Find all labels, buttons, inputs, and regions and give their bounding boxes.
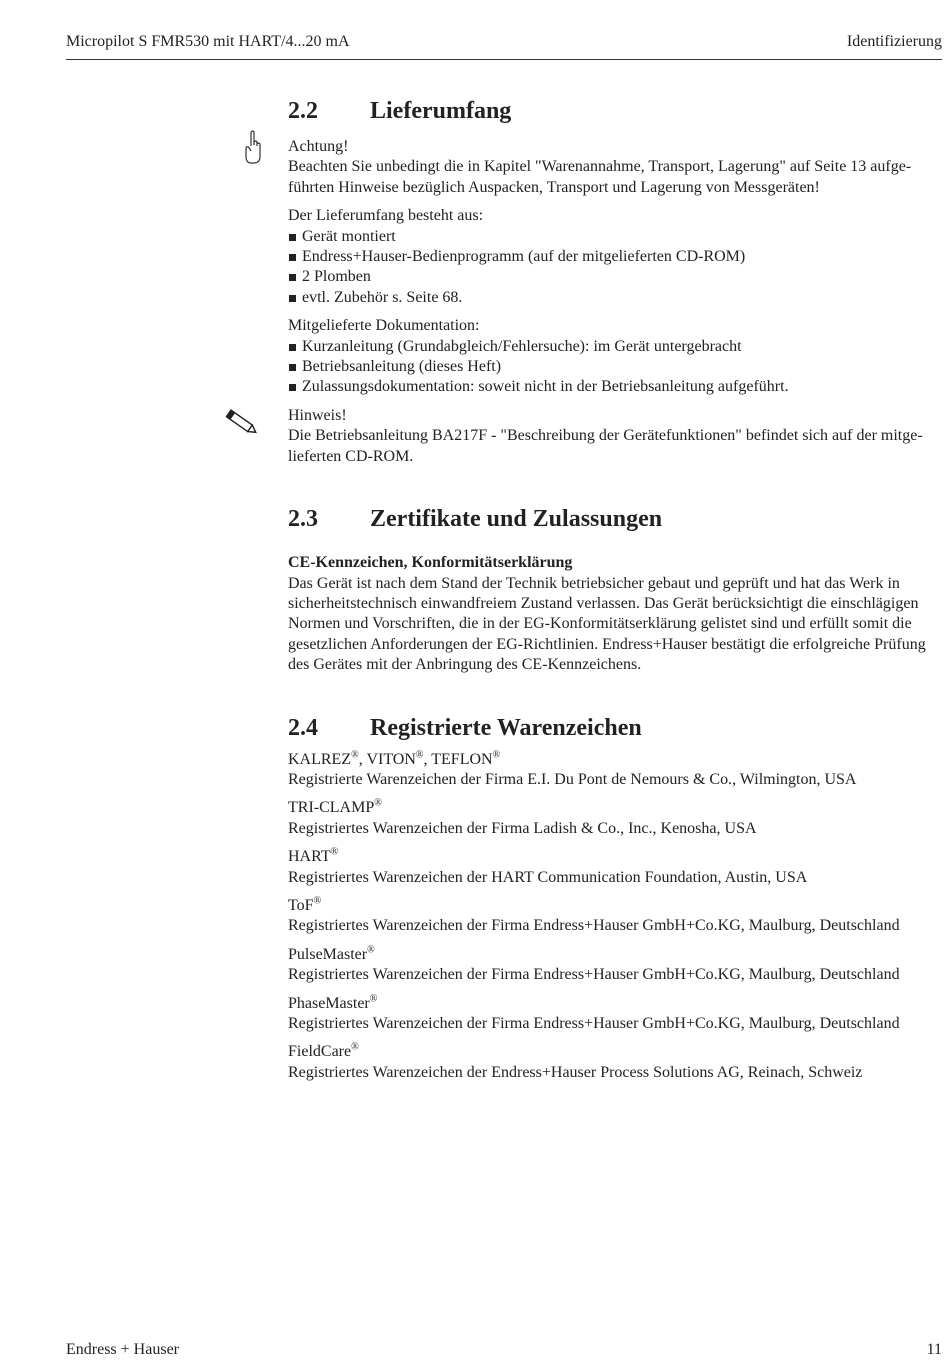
pointing-hand-icon — [243, 130, 263, 166]
list-item: Gerät montiert — [288, 227, 944, 247]
section-title: Registrierte Warenzeichen — [370, 714, 642, 741]
trademark-name: PhaseMaster® — [288, 993, 378, 1012]
trademark-entry — [288, 896, 944, 937]
caution-label: Achtung! — [288, 138, 349, 155]
list-item: Betriebsanleitung (dieses Heft) — [288, 357, 944, 377]
page-number: 11 — [926, 1341, 942, 1358]
list-item: Zulassungsdokumentation: soweit nicht in der Betriebsanleitung aufgeführt. — [288, 377, 944, 397]
list-item: Kurzanleitung (Grundabgleich/Fehlersuche): im Gerät untergebracht — [288, 337, 944, 357]
ce-subheading: CE-Kennzeichen, Konformitätserklärung — [288, 554, 573, 572]
trademark-names: KALREZ®, VITON®, TEFLON® — [288, 749, 501, 768]
trademark-entry — [288, 994, 944, 1035]
trademark-entry — [288, 1042, 944, 1083]
caution-text: Beachten Sie unbedingt die in Kapitel "Warenannahme, Transport, Lagerung" auf Seite 13 aufge-führten Hinweise bezüglich Auspacken, Transport und Lagerung von Messgeräten! — [288, 158, 912, 196]
trademark-entry — [288, 750, 944, 791]
note-text: Die Betriebsanleitung BA217F - "Beschreibung der Gerätefunktionen" befindet sich auf der mitge-lieferten CD-ROM. — [288, 427, 923, 465]
trademark-entry — [288, 945, 944, 986]
section-number: 2.2 — [288, 98, 318, 124]
trademark-description: Registriertes Warenzeichen der HART Communication Foundation, Austin, USA — [288, 868, 808, 886]
trademark-name: TRI-CLAMP® — [288, 798, 382, 817]
trademark-name: PulseMaster® — [288, 944, 375, 963]
trademark-name: HART® — [288, 846, 339, 866]
trademark-description: Registrierte Warenzeichen der Firma E.I. Du Pont de Nemours & Co., Wilmington, USA — [288, 770, 857, 788]
section-title: Zertifikate und Zulassungen — [370, 506, 663, 533]
section-number: 2.3 — [288, 506, 318, 533]
trademark-name: ToF® — [288, 895, 322, 914]
trademark-description: Registriertes Warenzeichen der Endress+Hauser Process Solutions AG, Reinach, Schweiz — [288, 1063, 863, 1081]
ce-body: Das Gerät ist nach dem Stand der Technik betriebsicher gebaut und geprüft und hat das Werk in sicherheitstechnisch einwandfreiem Zustand verlassen. Das Gerät berücksichtigt die einschlägigen Normen und Vorschriften, die in der EG-Konformitätserklärung gelistet sind und erfüllt somit die gesetzlichen Anforderungen der EG-Richtlinien. Endress+Hauser bestätigt die erfolgreiche Prüfung des Gerätes mit der Anbringung des CE-Kennzeichens. — [288, 574, 926, 674]
trademark-description: Registriertes Warenzeichen der Firma Ladish & Co., Inc., Kenosha, USA — [288, 819, 757, 837]
docs-list — [288, 337, 944, 398]
section-heading-2-3 — [288, 503, 944, 535]
section-heading-2-4 — [288, 712, 944, 744]
footer-brand: Endress + Hauser — [66, 1341, 179, 1358]
list-item: evtl. Zubehör s. Seite 68. — [288, 288, 944, 308]
scope-list — [288, 227, 944, 309]
running-header-title: Micropilot S FMR530 mit HART/4...20 mA — [66, 33, 350, 50]
trademark-description: Registriertes Warenzeichen der Firma Endress+Hauser GmbH+Co.KG, Maulburg, Deutschland — [288, 1015, 900, 1032]
pencil-note-icon — [222, 407, 260, 437]
list-item: 2 Plomben — [288, 267, 944, 287]
trademark-entry — [288, 847, 944, 888]
section-title: Lieferumfang — [370, 98, 512, 124]
trademark-entry — [288, 798, 944, 839]
section-heading-2-2 — [288, 95, 944, 127]
note-label: Hinweis! — [288, 406, 347, 424]
trademark-name: FieldCare® — [288, 1042, 359, 1061]
running-header-section: Identifizierung — [846, 33, 942, 50]
trademark-description: Registriertes Warenzeichen der Firma Endress+Hauser GmbH+Co.KG, Maulburg, Deutschland — [288, 917, 900, 935]
docs-intro: Mitgelieferte Dokumentation: — [288, 317, 480, 335]
section-number: 2.4 — [288, 714, 318, 741]
trademark-description: Registriertes Warenzeichen der Firma Endress+Hauser GmbH+Co.KG, Maulburg, Deutschland — [288, 966, 900, 984]
scope-intro: Der Lieferumfang besteht aus: — [288, 207, 484, 225]
list-item: Endress+Hauser-Bedienprogramm (auf der mitgelieferten CD-ROM) — [288, 247, 944, 267]
header-rule — [66, 59, 942, 60]
